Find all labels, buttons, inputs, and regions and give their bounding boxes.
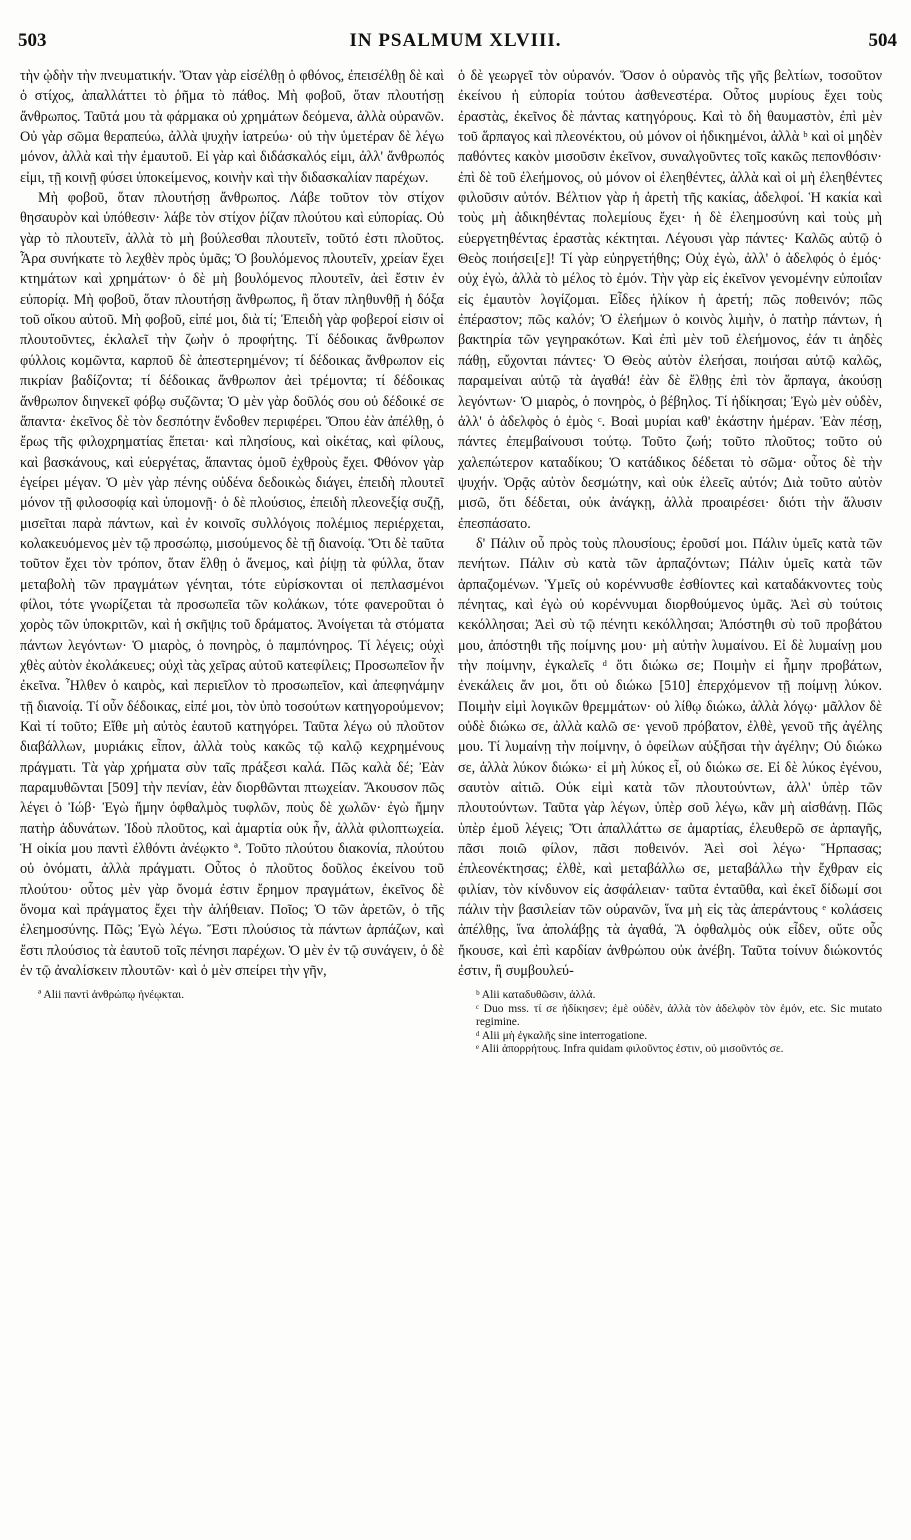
right-column bbox=[458, 66, 882, 1057]
running-title: IN PSALMUM XLVIII. bbox=[349, 30, 562, 51]
left-footnotes bbox=[20, 989, 444, 1003]
footnote-e: ᵉ Alii ἀπορρήτους. Infra quidam φιλοῦντος ἐστιν, οὐ μισοῦντός σε. bbox=[476, 1043, 784, 1056]
footnote-b: ᵇ Alii καταδυθῶσιν, ἀλλά. bbox=[476, 989, 596, 1002]
running-header bbox=[14, 30, 897, 56]
left-column bbox=[20, 66, 444, 1003]
right-footnotes bbox=[458, 989, 882, 1057]
left-paragraph-2: Μὴ φοβοῦ, ὅταν πλουτήσῃ ἄνθρωπος. Λάβε τοῦτον τὸν στίχον θησαυρὸν καὶ ὑπόθεσιν· λάβε τὸν στίχον ῥίζαν πλούτου καὶ εὐπορίας. Οὐ γὰρ τὸ πλουτεῖν, ἀλλὰ τὸ μὴ βούλεσθαι πλουτεῖν, τοῦτό ἐστι πλοῦτος. Ἆρα συνήκατε τὸ λεχθὲν πρὸς ὑμᾶς; Ὁ βουλόμενος πλουτεῖν, χρείαν ἔχει κτημάτων καὶ χρημάτων· ὁ δὲ μὴ βουλόμενος πλουτεῖν, ἀεὶ ἔστιν ἐν εὐπορίᾳ. Μὴ φοβοῦ, ὅταν πλουτήσῃ ἄνθρωπος, ἢ ὅταν πληθυνθῇ ἡ δόξα τοῦ οἴκου αὐτοῦ. Μὴ φοβοῦ, εἰπέ μοι, διὰ τί; Ἐπειδὴ γὰρ φοβεροί εἰσιν οἱ πλουτοῦντες, ἐκλαλεῖ τὴν ζωὴν ὁ προφήτης. Τί δέδοικας ἄνθρωπον φύλλοις κομῶντα, καρποῦ δὲ ἀπεστερημένον; τί δέδοικας ἄνθρωπον εἰς πικρίαν βαδίζοντα; τί δέδοικας ἄνθρωπον ἀεὶ τρέμοντα; τί δέδοικας ἄνθρωπον διηνεκεῖ φόβῳ συζῶντα; Ὁ μὲν γὰρ δοῦλός σου οὐ δέδοικέ σε ἅπαντα· ἐκεῖνος δὲ τὸν δεσπότην ἔνδοθεν περιφέρει. Ὅπου ἐὰν ἀπέλθῃ, ὁ ἔρως τῆς φιλοχρηματίας ἕπεται· καὶ πλησίους, καὶ οἰκέτας, καὶ φίλους, καὶ βασκάνους, καὶ εὐεργέτας, ἅπαντας ὁμοῦ ἐχθροὺς ἔχει. Φθόνον γὰρ ἐγείρει μέγαν. Ὁ μὲν γὰρ πένης οὐδένα δεδοικὼς διάγει, ἐπειδὴ πλουτεῖ μόνον τῇ φιλοσοφίᾳ καὶ ὑπομονῇ· ὁ δὲ πλούσιος, ἐπειδὴ πλεονεξίᾳ συζῇ, μισεῖται παρὰ πάντων, καὶ ἐν κοινοῖς συλλόγοις πολέμιος περιέρχεται, κολακευόμενος μὲν τῷ προσώπῳ, μισούμενος δὲ τῇ διανοίᾳ. Ὅτι δὲ ταῦτα τοῦτον ἔχει τὸν τρόπον, ὅταν ἔλθῃ ὁ ἄνεμος, καὶ ῥίψῃ τὰ φύλλα, ὅταν μεταβολὴ τῶν πραγμάτων γένηται, τότε εὑρίσκονται οἱ πεπλασμένοι φίλοι, τότε γνωρίζεται τὰ προσωπεῖα τῶν κολάκων, τότε φανεροῦται ὁ χορὸς τῶν ὑποκριτῶν, καὶ ἡ σκῆψις τοῦ δράματος. Ἀνοίγεται τὰ στόματα πάντων λεγόντων· Ὁ μιαρὸς, ὁ πονηρὸς, ὁ παμπόνηρος. Τί λέγεις; οὐχὶ χθὲς αὐτὸν ἐκολάκευες; οὐχὶ τὰς χεῖρας αὐτοῦ κατεφίλεις; Προσωπεῖον ἦν ἐκεῖνα. Ἦλθεν ὁ καιρὸς, καὶ περιεῖλον τὸ προσωπεῖον, καὶ ἀπεφηνάμην τῇ διανοίᾳ. Τί οὖν δέδοικας, εἰπέ μοι, τὸν ὑπὸ τοσούτων κατηγορούμενον; Καὶ τί τοῦτο; Εἴθε μὴ αὐτὸς ἑαυτοῦ κατηγόρει. Ταῦτα λέγω οὐ πλοῦτον διαβάλλων, μυριάκις εἶπον, ἀλλὰ τοὺς κακῶς τῷ καλῷ κεχρημένους πράγματι. Τὰ γὰρ χρήματα σὺν ταῖς πράξεσι καλά. Πῶς καλὰ δέ; Ἐὰν παραμυθῶνται [509] τὴν πενίαν, ἐὰν διορθῶνται πτωχείαν. Ἄκουσον πῶς λέγει ὁ Ἰώβ· Ἐγὼ ἤμην ὀφθαλμὸς τυφλῶν, ποὺς δὲ χωλῶν· ἐγὼ ἤμην πατὴρ ἀδυνάτων. Ἰδοὺ πλοῦτος, καὶ ἁμαρτία οὐκ ἦν, ἀλλὰ φιλοπτωχεία. Ἡ οἰκία μου παντὶ ἐλθόντι ἀνέῳκτο ª. Τοῦτο πλούτου διακονία, πλούτου οὐ ὀνόματι, ἀλλὰ πράγματι. Οὗτος ὁ πλοῦτος δοῦλος ἐκείνου τοῦ πλούτου· οὗτος μὲν γὰρ ὄνομά ἐστιν ἔρημον πραγμάτων, ἐκεῖνος δὲ ὄνομα καὶ πράγματος ἔχει τὴν ἀλήθειαν. Ποῖος; Ὁ τῶν ἀρετῶν, ὁ τῆς ἐλεημοσύνης. Πῶς; Ἐγὼ λέγω. Ἔστι πλούσιος τὰ πάντων ἁρπάζων, καὶ ἔστι πλούσιος τὰ ἑαυτοῦ τοῖς πένησι παρέχων. Ὁ μὲν ἐν τῷ συνάγειν, ὁ δὲ ἐν τῷ ἀναλίσκειν πλουτῶν· καὶ ὁ μὲν σπείρει τὴν γῆν, bbox=[20, 190, 444, 980]
right-paragraph-2: δ' Πάλιν οὖ πρὸς τοὺς πλουσίους; ἐροῦσί μοι. Πάλιν ὑμεῖς κατὰ τῶν πενήτων. Πάλιν σὺ κατὰ τῶν ἁρπαζόντων; Πάλιν ὑμεῖς κατὰ τῶν ἁρπαζομένων. Ὑμεῖς οὐ κορέννυσθε ἐσθίοντες καὶ καταδάκνοντες τοὺς πένητας, καὶ ἐγὼ οὐ κορέννυμαι διορθούμενος ὑμᾶς. Ἀεὶ σὺ τούτοις κεκόλλησαι; Ἀεὶ σὺ τῷ πένητι κεκόλλησαι; Ἀπόστηθι σὺ τοῦ προβάτου μου, ἀπόστηθι τῆς ποίμνης μου· μὴ αὐτὴν λυμαίνου. Εἰ δὲ λυμαίνῃ μου τὴν ποίμνην, ἐγκαλεῖς ᵈ ὅτι διώκω σε; Ποιμὴν εἰ ἦμην προβάτων, ἐνεκάλεις ἄν μοι, ὅτι οὐ διώκω [510] ἐπερχόμενον τῇ ποίμνῃ λύκον. Ποιμὴν εἰμὶ λογικῶν θρεμμάτων· οὐ λίθῳ διώκω, ἀλλὰ λόγῳ· μᾶλλον δὲ οὐδὲ διώκω σε, ἀλλὰ καλῶ σε· γενοῦ πρόβατον, ἐλθὲ, γενοῦ τῆς ἀγέλης μου. Τί λυμαίνῃ τὴν ποίμνην, ὁ ὀφείλων αὐξῆσαι τὴν ἀγέλην; Οὐ διώκω σε, ἀλλὰ λύκον διώκω· εἰ μὴ λύκος εἶ, οὐ διώκω σε. Εἰ δὲ λύκος ἐγένου, σαυτὸν αἰτιῶ. Οὐκ εἰμὶ κατὰ τῶν πλουτούντων, ἀλλ' ὑπὲρ τῶν πλουτούντων. Ταῦτα γὰρ λέγων, ὑπὲρ σοῦ λέγω, κἂν μὴ αἰσθάνῃ. Πῶς ὑπὲρ ἐμοῦ λέγεις; Ὅτι ἀπαλλάττω σε ἁμαρτίας, ἐλευθερῶ σε ἁρπαγῆς, πᾶσι ποιῶ φίλον, πᾶσι ποθεινόν. Ἀεὶ σοὶ λέγω· Ἥρπασας; ἐπλεονέκτησας; ἐλθὲ, καὶ μεταβάλλω σε, μεταβάλλω τὴν ἔχθραν εἰς φιλίαν, τὸν κίνδυνον εἰς ἀσφάλειαν· ταῦτα ἐνταῦθα, καὶ ἐκεῖ δίδωμί σοι πάλιν τὴν βασιλείαν τῶν οὐρανῶν, ἵνα μὴ εἰς τὰς ἀπεράντους ᵉ κολάσεις ἀπέλθῃς, ἵνα ἀπολάβῃς τὰ ἀγαθά, Ἃ ὀφθαλμὸς οὐκ εἶδεν, οὔτε οὖς ἤκουσε, καὶ ἐπὶ καρδίαν ἀνθρώπου οὐκ ἀνέβη. Ταῦτα τοίνυν διώκοντός ἐστιν, ἢ συμβουλεύ- bbox=[458, 535, 882, 980]
page-number-left: 503 bbox=[18, 30, 47, 51]
footnote-c: ᶜ Duo mss. τί σε ἠδίκησεν; ἐμὲ οὐδὲν, ἀλλὰ τὸν ἀδελφὸν τὸν ἐμόν, etc. Sic mutato regimine. bbox=[476, 1002, 882, 1029]
page-number-right: 504 bbox=[868, 30, 897, 51]
footnote-d: ᵈ Alii μὴ ἐγκαλῆς sine interrogatione. bbox=[476, 1029, 648, 1042]
footnote-a: ª Alii παντὶ ἀνθρώπῳ ἠνέῳκται. bbox=[38, 989, 185, 1002]
right-paragraph-1: ὁ δὲ γεωργεῖ τὸν οὐρανόν. Ὅσον ὁ οὐρανὸς τῆς γῆς βελτίων, τοσοῦτον ἐκείνου ἡ εὐπορία τούτου ἀσθενεστέρα. Οὗτος μυρίους ἔχει τοὺς ἐραστὰς, ἐκεῖνος δὲ πάντας κατηγόρους. Καὶ τὸ δὴ θαυμαστὸν, ἐπὶ μὲν τοῦ ἅρπαγος καὶ πλεονέκτου, οὐ μόνον οἱ ἠδικημένοι, ἀλλὰ ᵇ καὶ οἱ μηδὲν παθόντες κακὸν μισοῦσιν ἐκεῖνον, συναλγοῦντες τοῖς κακῶς πεπονθόσιν· ἐπὶ δὲ τοῦ ἐλεήμονος, οὐ μόνον οἱ ἐλεηθέντες, ἀλλὰ καὶ οἱ μὴ ἐλεηθέντες φιλοῦσιν αὐτόν. Βέλτιον γὰρ ἡ ἀρετὴ τῆς κακίας, ἀδελφοί. Ἡ κακία καὶ τοὺς μὴ ἀδικηθέντας πολεμίους ἔχει· ἡ δὲ ἐλεημοσύνη καὶ τοὺς μὴ εὐεργετηθέντας ἐραστὰς κέκτηται. Λέγουσι γὰρ πάντες· Καλῶς αὐτῷ ὁ Θεὸς ποιήσει[ε]! Τί γὰρ εὐηργετήθης; Οὐχ ἐγὼ, ἀλλ' ὁ ἀδελφός ὁ ἐμός· οὐχ ἐγὼ, ἀλλὰ τὸ μέλος τὸ ἐμόν. Τὴν γὰρ εἰς ἐκεῖνον γενομένην εὐποιΐαν εἰς ἐμαυτὸν λογίζομαι. Εἶδες ἡλίκον ἡ ἀρετή; πῶς ποθεινόν; πῶς ἐπέραστον; πῶς καλόν; Ὁ ἐλεήμων ὁ κοινὸς λιμὴν, ὁ πατὴρ πάντων, ἡ βακτηρία τῶν γεγηρακότων. Καὶ ἐπὶ μὲν τοῦ ἐλεήμονος, ἐάν τι ἀηδὲς πάθῃ, εὔχονται πάντες· Ὁ Θεὸς αὐτὸν ἐλεήσαι, ποιήσαι αὐτῷ καλῶς, παραμείναι αὐτῷ τὰ ἀγαθά! ἐὰν δὲ ἔλθῃς ἐπὶ τὸν ἅρπαγα, ἀκούσῃ λεγόντων· Ὁ μιαρὸς, ὁ πονηρὸς, ὁ βέβηλος. Τί ἠδίκησαι; Ἐγὼ μὲν οὐδὲν, ἀλλ' ὁ ἀδελφὸς ὁ ἐμὸς ᶜ. Βοαὶ μυρίαι καθ' ἑκάστην ἡμέραν. Ἐὰν πέσῃ, πάντες ἐπεμβαίνουσι τούτῳ. Τοῦτο ζωή; τοῦτο πλοῦτος; τοῦτο οὐ χαλεπώτερον καταδίκου; Ὁ κατάδικος δέδεται τὸ σῶμα· οὗτος δὲ τὴν ψυχήν. Ὁρᾷς αὐτὸν δεσμώτην, καὶ οὐκ ἐλεεῖς αὐτόν; Διὰ τοῦτο αὐτὸν μισῶ, ὅτι δέδεται, οὐκ ἀνάγκῃ, ἀλλὰ προαιρέσει· διότι τὴν ἅλυσιν ἐπεσπάσατο. bbox=[458, 68, 882, 532]
left-paragraph-1: τὴν ᾠδὴν τὴν πνευματικήν. Ὅταν γὰρ εἰσέλθῃ ὁ φθόνος, ἐπεισέλθῃ δὲ καὶ ὁ στίχος, ἀπαλλάττει τὸ ῥῆμα τὸ πάθος. Μὴ φοβοῦ, ὅταν πλουτήσῃ ἄνθρωπος. Ταῦτά μου τὰ φάρμακα οὐ χρημάτων δεόμενα, ἀλλὰ οὐρανῶν. Οὐ γὰρ σῶμα θεραπεύω, ἀλλὰ ψυχὴν ἰατρεύω· οὐ τὴν ὑμετέραν δὲ λέγω μόνον, ἀλλὰ καὶ τὴν ἐμαυτοῦ. Εἰ γὰρ καὶ διδάσκαλός εἰμι, ἀλλ' ἄνθρωπός εἰμι, τῇ κοινῇ φύσει ὑποκείμενος, κοινὴν καὶ τὴν διδασκαλίαν παρέχων. bbox=[20, 68, 444, 186]
